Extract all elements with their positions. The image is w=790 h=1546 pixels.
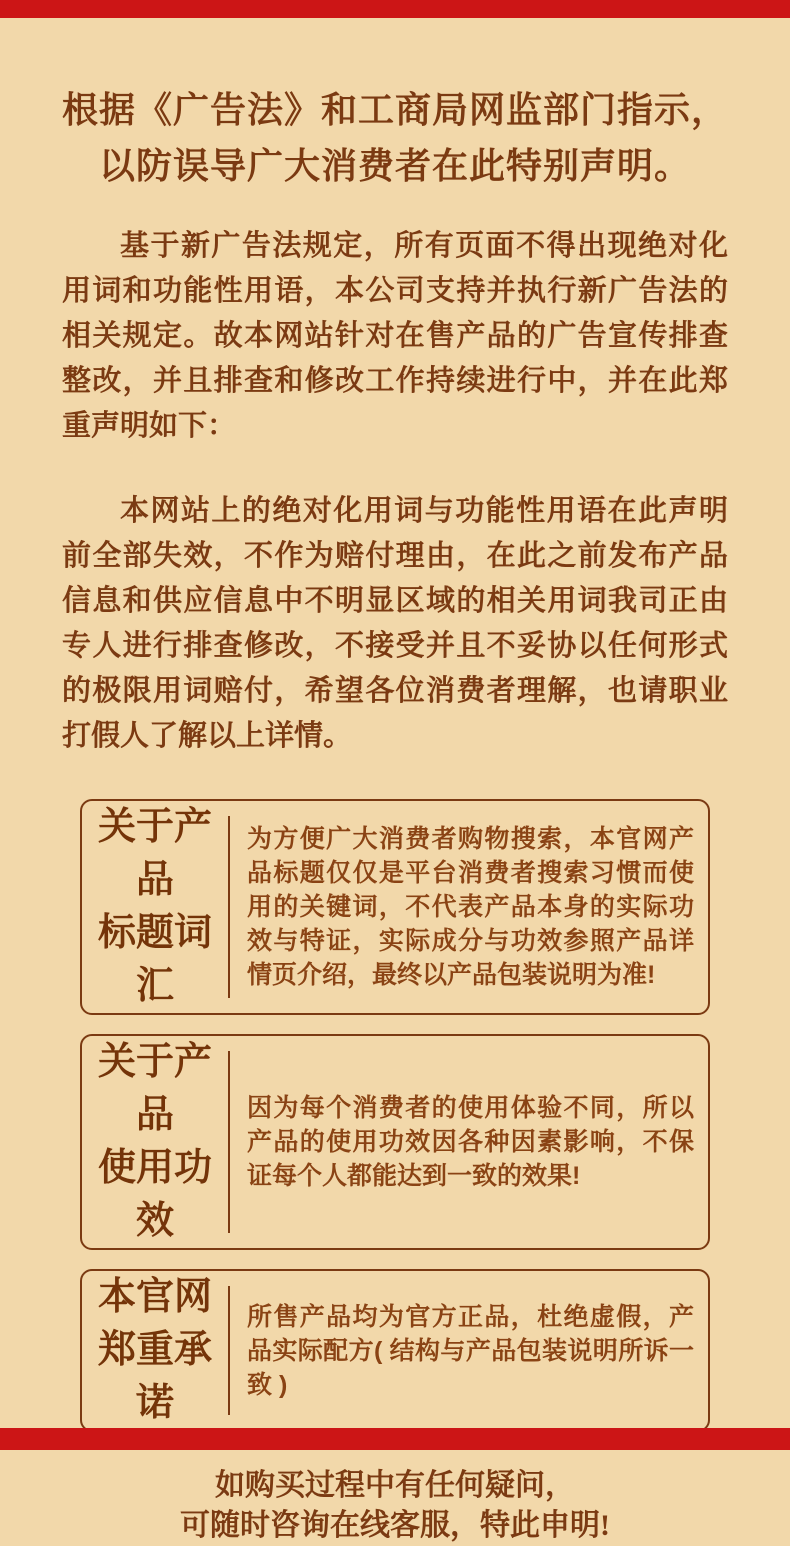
notice-box-label-line-1: 关于产品 <box>97 1041 212 1136</box>
notice-box-label-line-2: 标题词汇 <box>97 912 212 1007</box>
bottom-red-band <box>0 1428 790 1450</box>
notice-box-text: 所售产品均为官方正品，杜绝虚假，产品实际配方( 结构与产品包装说明所诉一致 ) <box>247 1302 694 1399</box>
notice-boxes <box>80 799 710 1432</box>
statement-paragraph-2: 本网站上的绝对化用词与功能性用语在此声明前全部失效，不作为赔付理由，在此之前发布产品信息和供应信息中不明显区域的相关用词我司正由专人进行排查修改，不接受并且不妥协以任何形式的极限用词赔付，希望各位消费者理解，也请职业打假人了解以上详情。 <box>62 495 728 752</box>
statement-paragraph-1: 基于新广告法规定，所有页面不得出现绝对化用词和功能性用语，本公司支持并执行新广告法的相关规定。故本网站针对在售产品的广告宣传排查整改，并且排查和修改工作持续进行中，并在此郑重声明如下： <box>62 230 728 442</box>
notice-box-label-line-1: 关于产品 <box>97 806 212 901</box>
notice-box-label <box>82 1036 228 1248</box>
notice-box-text: 为方便广大消费者购物搜索，本官网产品标题仅仅是平台消费者搜索习惯而使用的关键词，不代表产品本身的实际功效与特证，实际成分与功效参照产品详情页介绍，最终以产品包装说明为准! <box>247 825 694 989</box>
footer-line-2: 可随时咨询在线客服，特此申明! <box>180 1509 610 1542</box>
notice-box-label-line-2: 使用功效 <box>97 1147 212 1242</box>
notice-box-product-title-keywords <box>80 799 710 1015</box>
notice-box-official-promise <box>80 1269 710 1432</box>
notice-box-label-line-1: 本官网 <box>97 1276 212 1318</box>
notice-box-label <box>82 801 228 1013</box>
notice-box-label <box>82 1271 228 1430</box>
notice-box-product-effect <box>80 1034 710 1250</box>
notice-box-text: 因为每个消费者的使用体验不同，所以产品的使用功效因各种因素影响，不保证每个人都能达到一致的效果! <box>247 1094 694 1190</box>
title-line-2: 以防误导广大消费者在此特别声明。 <box>98 146 691 186</box>
top-red-band <box>0 0 790 18</box>
title-line-1: 根据《广告法》和工商局网监部门指示， <box>61 90 728 130</box>
page-title <box>38 82 752 194</box>
notice-box-label-line-2: 郑重承诺 <box>97 1329 212 1424</box>
footer-note <box>0 1466 790 1546</box>
footer-line-1: 如购买过程中有任何疑问， <box>215 1469 575 1502</box>
